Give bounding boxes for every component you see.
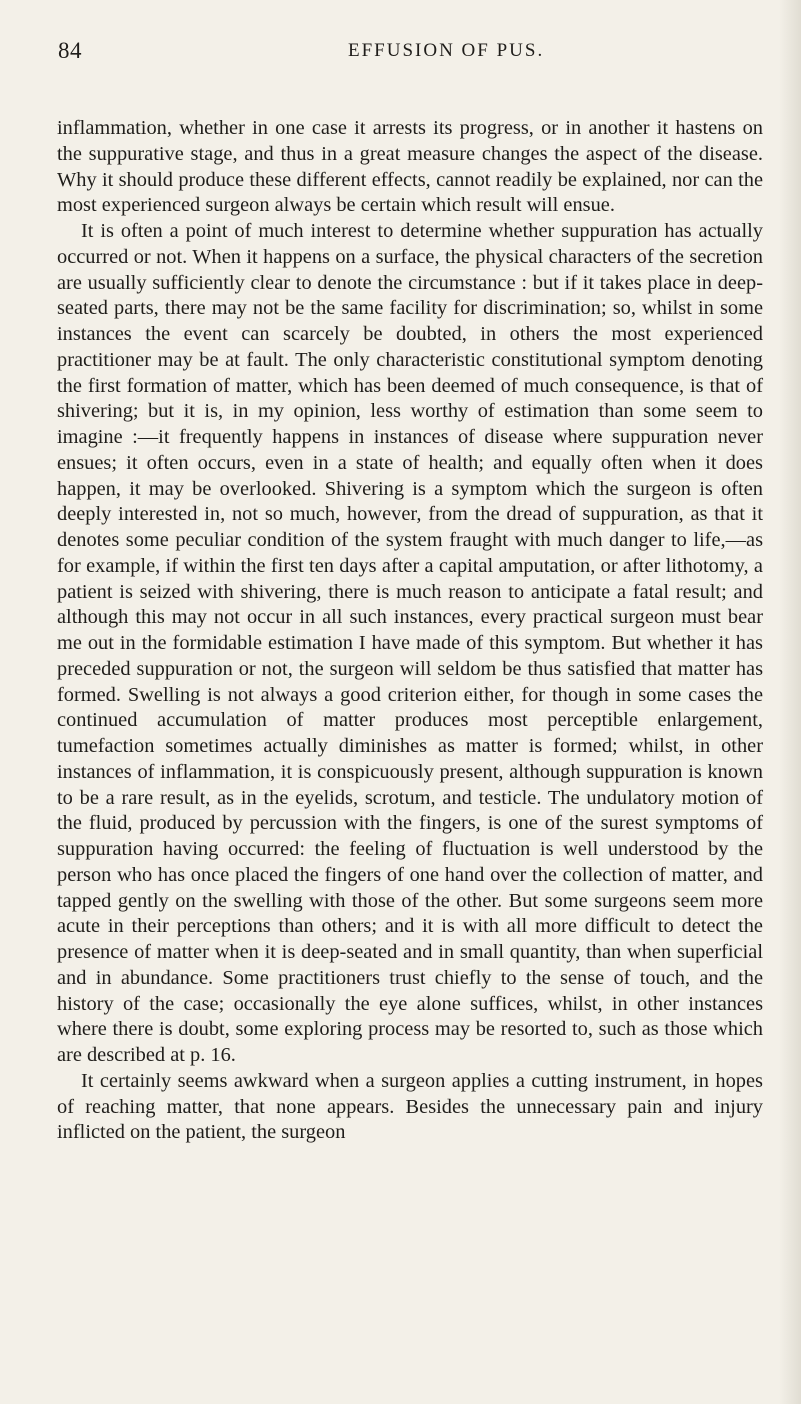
paragraph-continuation: inflammation, whether in one case it arrests its progress, or in another it hastens on the suppurative stage, and thus in a great measure changes the aspect of the disease. Why it should produce these different effects, cannot readily be explained, nor can the most experienced surgeon always be certain which result will ensue. <box>57 117 763 217</box>
running-head: EFFUSION OF PUS. <box>348 40 545 61</box>
page-edge-shadow <box>779 0 801 1404</box>
page-header <box>58 38 758 74</box>
body-text <box>57 116 763 1146</box>
page-number: 84 <box>58 38 82 63</box>
paragraph-suppuration-diagnosis: It is often a point of much interest to determine whether suppuration has actually occurred or not. When it happens on a surface, the physical characters of the secretion are usually sufficiently clear to denote the circumstance : but if it takes place in deep-seated parts, there may not be the same facility for discrimination; so, whilst in some instances the event can scarcely be doubted, in others the most experienced practitioner may be at fault. The only characteristic constitutional symptom denoting the first formation of matter, which has been deemed of much consequence, is that of shivering; but it is, in my opinion, less worthy of estimation than some seem to imagine :—it frequently happens in instances of disease where suppuration never ensues; it often occurs, even in a state of health; and equally often when it does happen, it may be overlooked. Shivering is a symptom which the surgeon is often deeply interested in, not so much, however, from the dread of suppuration, as that it denotes some peculiar condition of the system fraught with much danger to life,—as for example, if within the first ten days after a capital amputation, or after lithotomy, a patient is seized with shivering, there is much reason to anticipate a fatal result; and although this may not occur in all such instances, every practical surgeon must bear me out in the formidable estimation I have made of this symptom. But whether it has preceded suppuration or not, the surgeon will seldom be thus satisfied that matter has formed. Swelling is not always a good criterion either, for though in some cases the continued accumulation of matter produces most perceptible enlargement, tumefaction sometimes actually diminishes as matter is formed; whilst, in other instances of inflammation, it is conspicuously present, although suppuration is known to be a rare result, as in the eyelids, scrotum, and testicle. The undulatory motion of the fluid, produced by percussion with the fingers, is one of the surest symptoms of suppuration having occurred: the feeling of fluctuation is well understood by the person who has once placed the fingers of one hand over the collection of matter, and tapped gently on the swelling with those of the other. But some surgeons seem more acute in their perceptions than others; and it is with all more difficult to detect the presence of matter when it is deep-seated and in small quantity, than when superficial and in abundance. Some practitioners trust chiefly to the sense of touch, and the history of the case; occasionally the eye alone suffices, whilst, in other instances where there is doubt, some exploring process may be resorted to, such as those which are described at p. 16. <box>57 220 763 1066</box>
paragraph-cutting-instrument: It certainly seems awkward when a surgeon applies a cutting instrument, in hopes of reaching matter, that none appears. Besides the unnecessary pain and injury inflicted on the patient, the surgeon <box>57 1069 763 1144</box>
